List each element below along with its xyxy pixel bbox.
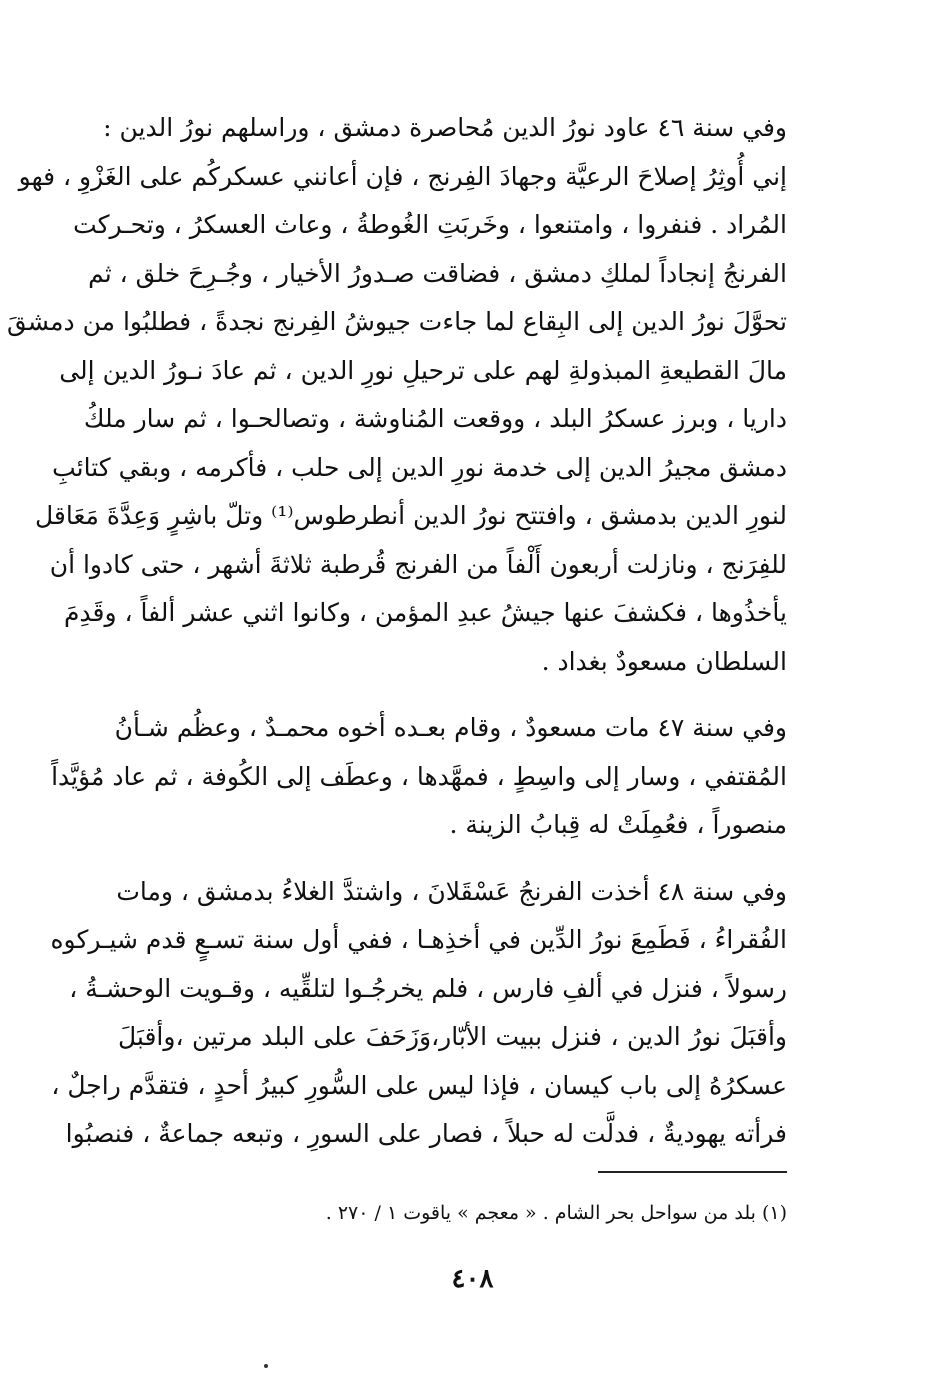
text-line: وفي سنة ٤٦ عاود نورُ الدين مُحاصرة دمشق ، وراسلهم نورُ الدين : bbox=[103, 113, 787, 142]
page-number: ٤٠٨ bbox=[451, 1264, 494, 1294]
text-line: مالَ القطيعةِ المبذولةِ لهم على ترحيلِ نورِ الدين ، ثم عادَ نـورُ الدين إلى bbox=[59, 355, 787, 385]
main-text bbox=[7, 104, 787, 1177]
text-line: وفي سنة ٤٧ مات مسعودٌ ، وقام بعـده أخوه محمـدٌ ، وعظُم شـأنُ bbox=[114, 713, 787, 742]
footnote: (١) بلد من سواحل بحر الشام . « معجم » ياقوت ١ / ٢٧٠ . bbox=[325, 1202, 787, 1224]
text-line: وفي سنة ٤٨ أخذت الفرنجُ عَسْقَلانَ ، واشتدَّ الغلاءُ بدمشق ، ومات bbox=[116, 876, 787, 906]
text-line: للفِرَنج ، ونازلت أربعون أَلْفاً من الفرنج قُرطبة ثلاثةَ أشهر ، حتى كادوا أن bbox=[49, 549, 787, 579]
text-line: دمشق مجيرُ الدين إلى خدمة نورِ الدين إلى حلب ، فأكرمه ، وبقي كتائبِ bbox=[52, 452, 787, 482]
paragraph-year-46 bbox=[7, 104, 787, 686]
text-line: المُقتفي ، وسار إلى واسِطٍ ، فمهَّدها ، وعطَف إلى الكُوفة ، ثم عاد مُؤيَّداً bbox=[51, 761, 787, 791]
text-line: فرأته يهوديةٌ ، فدلَّت له حبلاً ، فصار على السورِ ، وتبعه جماعةٌ ، فنصبُوا bbox=[65, 1119, 787, 1148]
text-line: يأخذُوها ، فكشفَ عنها جيشُ عبدِ المؤمن ، وكانوا اثني عشر ألفاً ، وقَدِمَ bbox=[63, 598, 787, 627]
text-line: السلطان مسعودٌ بغداد . bbox=[541, 646, 787, 676]
text-line: الفرنجُ إنجاداً لملكِ دمشق ، فضاقت صـدورُ الأخيار ، وجُـرِحَ خلق ، ثم bbox=[88, 258, 787, 288]
paragraph-year-48 bbox=[50, 868, 787, 1159]
scan-speck bbox=[264, 1364, 268, 1368]
text-line: إني أُوثِرُ إصلاحَ الرعيَّة وجهادَ الفِرنج ، فإن أعانني عسكركُم على الغَزْوِ ، فهو bbox=[18, 161, 787, 191]
text-line: عسكرُهُ إلى باب كيسان ، فإذا ليس على السُّورِ كبيرُ أحدٍ ، فتقدَّم راجلٌ ، bbox=[51, 1070, 787, 1100]
text-line: وأقبَلَ نورُ الدين ، فنزل ببيت الأبّار،وَزَحَفَ على البلد مرتين ،وأقبَلَ bbox=[118, 1022, 787, 1051]
text-line: رسولاً ، فنزل في ألفِ فارس ، فلم يخرجُـوا لتلقِّيه ، وقـويت الوحشـةُ ، bbox=[69, 973, 787, 1003]
text-line: لنورِ الدين بدمشق ، وافتتح نورُ الدين أنطرطوس⁽¹⁾ وتلّ باشِرٍ وَعِدَّةَ مَعَاقل bbox=[34, 501, 787, 530]
text-line: المُراد . فنفروا ، وامتنعوا ، وخَربَتِ الغُوطةُ ، وعاث العسكرُ ، وتحـركت bbox=[73, 210, 787, 239]
text-line: منصوراً ، فعُمِلَتْ له قِبابُ الزينة . bbox=[449, 810, 787, 839]
text-line: الفُقراءُ ، فَطَمِعَ نورُ الدِّين في أخذِهـا ، ففي أول سنة تسـعٍ قدم شيـركوه bbox=[50, 925, 787, 954]
text-line: تحوَّلَ نورُ الدين إلى البِقاع لما جاءت جيوشُ الفِرنج نجدةً ، فطلبُوا من دمشقَ bbox=[7, 307, 787, 336]
footnote-divider bbox=[598, 1171, 787, 1173]
text-line: داريا ، وبرز عسكرُ البلد ، ووقعت المُناوشة ، وتصالحـوا ، ثم سار ملكُ bbox=[83, 404, 787, 433]
paragraph-year-47 bbox=[51, 704, 787, 850]
